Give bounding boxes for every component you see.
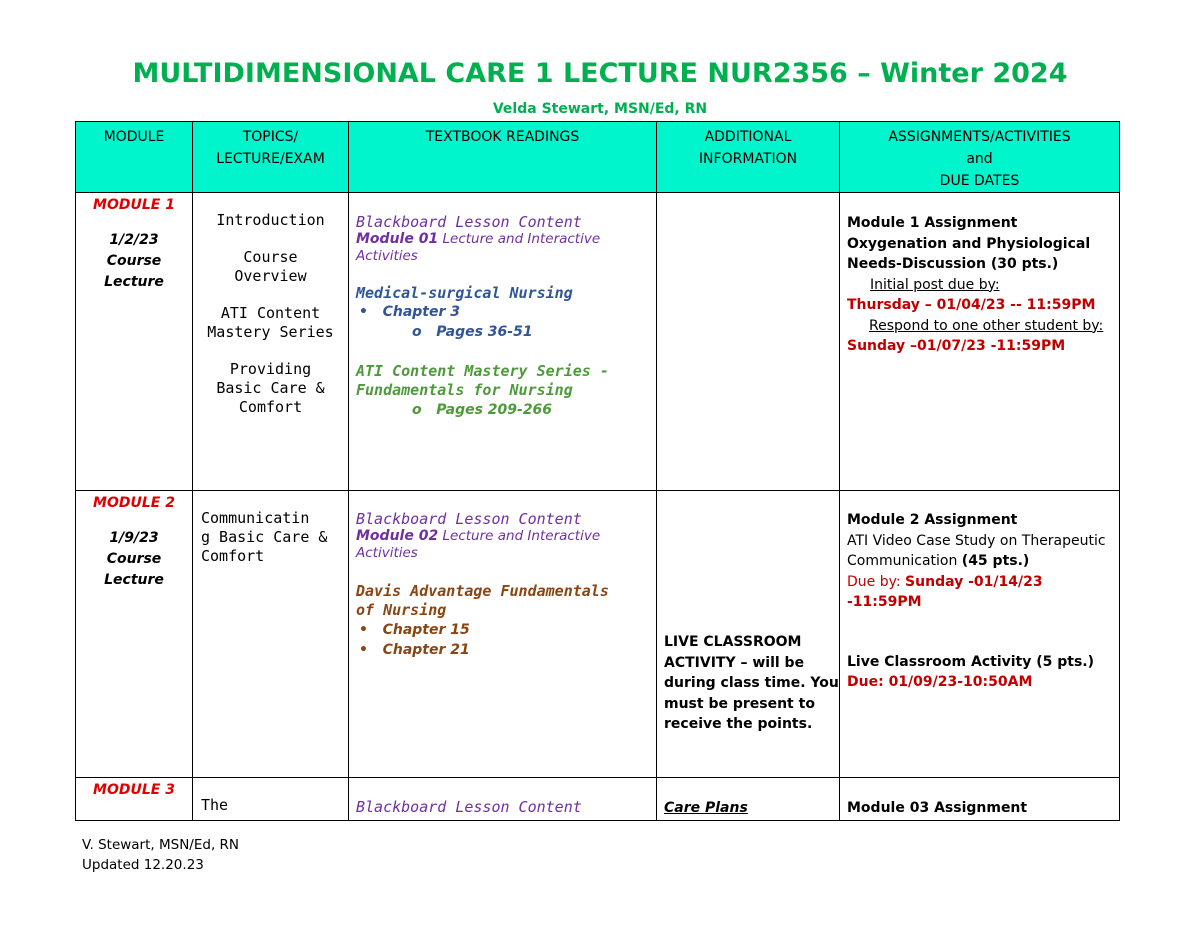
module-name: MODULE 1 (93, 197, 175, 213)
module-date: 1/2/23 (109, 232, 159, 248)
additional-cell (657, 778, 840, 821)
readings-cell (349, 778, 657, 821)
instructor-name: Velda Stewart, MSN/Ed, RN (492, 101, 708, 117)
due-line: Due by: Sunday -01/14/23 -11:59PM (847, 573, 1043, 610)
assignment-desc: Needs-Discussion (30 pts.) (847, 256, 1059, 272)
topic-item: Mastery Series (207, 323, 334, 341)
topic-item: g Basic Care & (201, 528, 328, 546)
table-header-row (76, 122, 1120, 193)
header-additional: ADDITIONAL INFORMATION (657, 122, 840, 193)
module-type: Course (106, 551, 162, 567)
readings-cell (349, 491, 657, 778)
pages-item: o Pages 36-51 (412, 324, 533, 340)
blackboard-link[interactable]: Blackboard Lesson Content (356, 510, 582, 528)
topics-cell (193, 193, 349, 491)
chapter-item: • Chapter 3 (359, 304, 460, 320)
table-row (76, 193, 1120, 491)
assignments-cell (840, 491, 1120, 778)
blackboard-link[interactable]: Blackboard Lesson Content (356, 798, 582, 816)
topic-item: The (201, 796, 229, 814)
header-assignments: ASSIGNMENTS/ACTIVITIES and DUE DATES (840, 122, 1120, 193)
topic-item: Overview (234, 267, 307, 285)
info-text: ACTIVITY – will be (664, 654, 805, 671)
chapter-item: • Chapter 15 (359, 622, 470, 638)
pages-item: o Pages 209-266 (412, 402, 553, 418)
topic-item: Communicatin (201, 509, 310, 527)
schedule-table (75, 121, 1120, 821)
assignment-title: Module 2 Assignment (847, 512, 1018, 528)
module-name: MODULE 3 (93, 782, 175, 798)
module-type: Lecture (104, 274, 164, 290)
module-date: 1/9/23 (109, 530, 159, 546)
footer (82, 835, 239, 875)
additional-cell (657, 193, 840, 491)
due-date: Thursday – 01/04/23 -- 11:59PM (847, 297, 1096, 313)
topic-item: Providing (229, 360, 312, 378)
care-plans-link[interactable]: Care Plans (664, 800, 748, 816)
textbook-title: Medical-surgical Nursing (356, 284, 573, 302)
assignment-title: Module 1 Assignment (847, 215, 1018, 231)
topics-cell (193, 778, 349, 821)
lesson-text: Activities (356, 248, 418, 264)
due-label: Respond to one other student by: (869, 317, 1104, 334)
topic-item: Basic Care & (216, 379, 325, 397)
live-activity-title: Live Classroom Activity (5 pts.) (847, 653, 1095, 670)
assignment-title: Module 03 Assignment (847, 800, 1028, 816)
additional-cell (657, 491, 840, 778)
module-cell (76, 491, 193, 778)
table-row (76, 778, 1120, 821)
info-text: during class time. You (664, 675, 839, 691)
assignment-desc: ATI Video Case Study on Therapeutic (847, 532, 1106, 549)
ati-title: ATI Content Mastery Series - Fundamentals for Nursing (356, 362, 609, 399)
topics-cell (193, 491, 349, 778)
header-topics: TOPICS/ LECTURE/EXAM (193, 122, 349, 193)
module-name: MODULE 2 (93, 495, 175, 511)
chapter-item: • Chapter 21 (359, 642, 470, 658)
topic-item: Course (243, 248, 298, 266)
assignments-cell (840, 193, 1120, 491)
assignment-desc: Oxygenation and Physiological (847, 235, 1091, 252)
header-readings: TEXTBOOK READINGS (349, 122, 657, 193)
readings-cell (349, 193, 657, 491)
lesson-text: Activities (356, 545, 418, 561)
blackboard-link[interactable]: Blackboard Lesson Content (356, 213, 582, 231)
info-text: must be present to (664, 695, 815, 712)
due-date: Sunday –01/07/23 -11:59PM (847, 338, 1066, 354)
topic-item: Introduction (216, 211, 325, 229)
module-lesson: Module 02 (356, 528, 439, 544)
table-row (76, 491, 1120, 778)
topic-item: Comfort (238, 398, 303, 416)
topic-item: ATI Content (220, 304, 321, 322)
due-line: Due: 01/09/23-10:50AM (847, 674, 1033, 690)
topic-item: Comfort (201, 547, 265, 565)
module-type: Lecture (104, 572, 164, 588)
module-cell (76, 193, 193, 491)
footer-updated: Updated 12.20.23 (82, 857, 204, 873)
info-text: LIVE CLASSROOM (664, 634, 802, 650)
module-type: Course (106, 253, 162, 269)
assignments-cell (840, 778, 1120, 821)
module-cell (76, 778, 193, 821)
assignment-desc: Communication (45 pts.) (847, 553, 1030, 569)
footer-author: V. Stewart, MSN/Ed, RN (82, 837, 240, 853)
lesson-text: Lecture and Interactive (438, 231, 601, 247)
header-module: MODULE (76, 122, 193, 193)
module-lesson: Module 01 (356, 231, 439, 247)
page-title: MULTIDIMENSIONAL CARE 1 LECTURE NUR2356 – Winter 2024 (132, 58, 1068, 89)
lesson-text: Lecture and Interactive (438, 528, 601, 544)
textbook-title: Davis Advantage Fundamentals of Nursing (356, 582, 609, 619)
info-text: receive the points. (664, 716, 813, 732)
due-label: Initial post due by: (870, 276, 1000, 293)
